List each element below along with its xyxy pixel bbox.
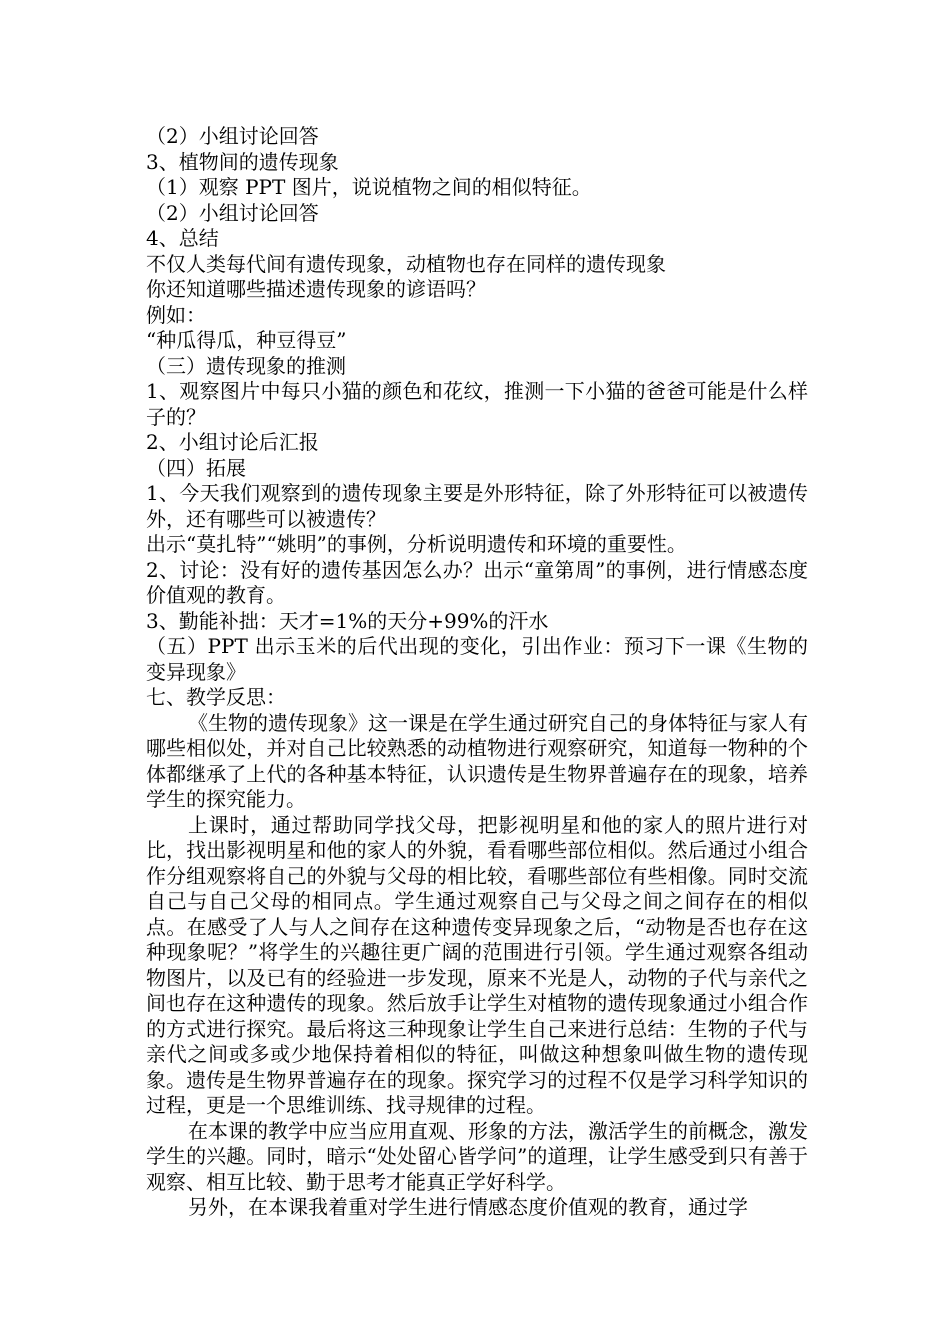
section-heading: （四）拓展 — [146, 455, 246, 480]
reflection-paragraph: 在本课的教学中应当应用直观、形象的方法，激活学生的前概念，激发学生的兴趣。同时，暗示“处处留心皆学问”的道理，让学生感受到只有善于观察、相互比较、勤于思考才能真正学好科学。 — [146, 1118, 808, 1194]
text-line: （2）小组讨论回答 — [146, 124, 319, 148]
reflection-paragraph: 上课时，通过帮助同学找父母，把影视明星和他的家人的照片进行对比，找出影视明星和他的家人的外貌，看看哪些部位相似。然后通过小组合作分组观察将自己的外貌与父母的相比较，看哪些部位有些相像。同时交流自己与自己父母的相同点。学生通过观察自己与父母之间之间存在的相似点。在感受了人与人之间存在这种遗传变异现象之后，“动物是否也存在这种现象呢？”将学生的兴趣往更广阔的范围进行引领。学生通过观察各组动物图片，以及已有的经验进一步发现，原来不光是人，动物的子代与亲代之间也存在这种遗传的现象。然后放手让学生对植物的遗传现象通过小组合作的方式进行探究。最后将这三种现象让学生自己来进行总结：生物的子代与亲代之间或多或少地保持着相似的特征，叫做这种想象叫做生物的遗传现象。遗传是生物界普遍存在的现象。探究学习的过程不仅是学习科学知识的过程，更是一个思维训练、找寻规律的过程。 — [146, 812, 808, 1117]
text-paragraph: 3、勤能补拙：天才=1%的天分+99%的汗水 — [146, 608, 549, 633]
text-line: （1）观察 PPT 图片，说说植物之间的相似特征。 — [146, 175, 592, 199]
section-heading: 3、植物间的遗传现象 — [146, 149, 339, 174]
section-heading: 4、总结 — [146, 226, 219, 250]
reflection-paragraph: 另外，在本课我着重对学生进行情感态度价值观的教育，通过学 — [188, 1195, 748, 1219]
document-body — [146, 124, 808, 1221]
text-line: 例如： — [146, 302, 206, 327]
text-line: （2）小组讨论回答 — [146, 200, 319, 225]
text-paragraph: 1、观察图片中每只小猫的颜色和花纹，推测一下小猫的爸爸可能是什么样子的？ — [146, 379, 808, 429]
section-heading: （三）遗传现象的推测 — [146, 353, 346, 378]
text-paragraph: 出示“莫扎特”“姚明”的事例，分析说明遗传和环境的重要性。 — [146, 532, 687, 556]
proverb-line: “种瓜得瓜，种豆得豆” — [146, 328, 347, 352]
section-heading: 七、教学反思： — [146, 685, 286, 709]
text-paragraph: 1、今天我们观察到的遗传现象主要是外形特征，除了外形特征可以被遗传外，还有哪些可以被遗传？ — [146, 481, 808, 531]
text-paragraph: 2、讨论：没有好的遗传基因怎么办？出示“童第周”的事例，进行情感态度价值观的教育。 — [146, 557, 808, 607]
text-line: 你还知道哪些描述遗传现象的谚语吗？ — [146, 277, 486, 301]
text-paragraph: （五）PPT 出示玉米的后代出现的变化，引出作业：预习下一课《生物的变异现象》 — [146, 634, 808, 684]
text-paragraph: 2、小组讨论后汇报 — [146, 430, 319, 454]
text-line: 不仅人类每代间有遗传现象，动植物也存在同样的遗传现象 — [146, 251, 666, 276]
reflection-paragraph: 《生物的遗传现象》这一课是在学生通过研究自己的身体特征与家人有哪些相似处，并对自己比较熟悉的动植物进行观察研究，知道每一物种的个体都继承了上代的各种基本特征，认识遗传是生物界普遍存在的现象，培养学生的探究能力。 — [146, 710, 808, 811]
